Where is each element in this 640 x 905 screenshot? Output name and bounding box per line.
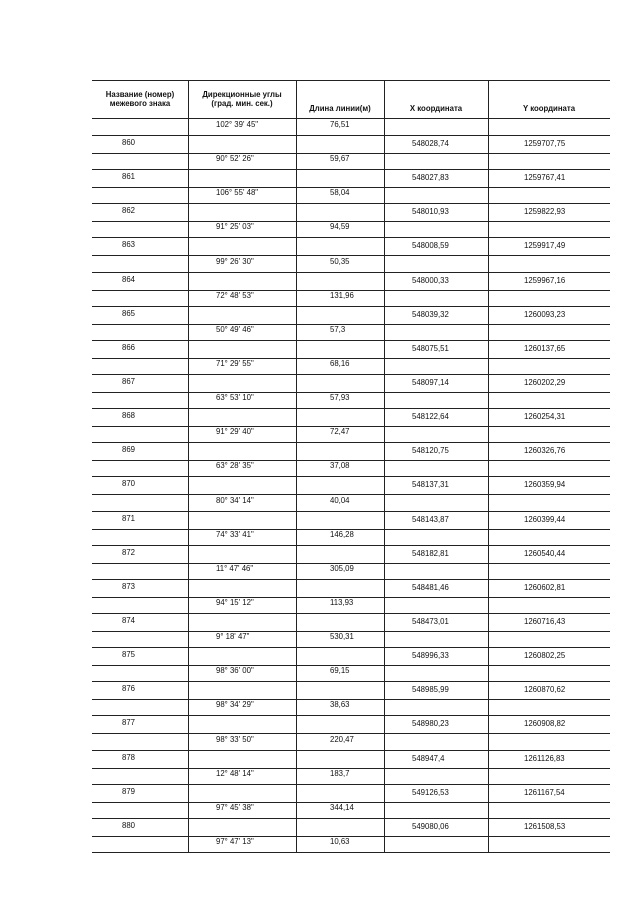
column-divider — [488, 426, 489, 460]
table-row — [92, 187, 610, 221]
row-divider — [384, 442, 610, 443]
header-x: X координата — [409, 104, 463, 114]
x-coordinate: 548481,46 — [412, 582, 449, 592]
y-coordinate: 1259767,41 — [524, 173, 566, 183]
header-y: Y координата — [522, 104, 576, 114]
point-number: 876 — [122, 684, 136, 694]
direction-angle: 90° 52' 26" — [216, 154, 254, 164]
row-divider — [92, 237, 384, 238]
row-divider — [384, 203, 610, 204]
column-divider — [488, 529, 489, 563]
y-coordinate: 1260602,81 — [524, 582, 566, 592]
column-divider — [296, 529, 297, 563]
column-divider — [384, 495, 385, 529]
line-length: 183,7 — [330, 768, 350, 778]
x-coordinate: 548985,99 — [412, 685, 449, 695]
column-divider — [488, 597, 489, 631]
point-number: 875 — [122, 650, 136, 660]
row-divider — [92, 306, 384, 307]
direction-angle: 97° 45' 38" — [216, 802, 254, 812]
x-coordinate: 548122,64 — [412, 412, 449, 422]
column-divider — [384, 631, 385, 665]
column-divider — [188, 495, 189, 529]
column-divider — [384, 358, 385, 392]
line-length: 113,93 — [330, 597, 354, 607]
direction-angle: 98° 33' 50" — [216, 734, 254, 744]
direction-angle: 97° 47' 13" — [216, 836, 254, 846]
x-coordinate: 548120,75 — [412, 446, 449, 456]
column-divider — [384, 324, 385, 358]
column-divider — [296, 802, 297, 836]
row-divider — [384, 818, 610, 819]
row-divider — [384, 545, 610, 546]
point-number: 866 — [122, 342, 136, 352]
line-length: 68,16 — [330, 358, 350, 368]
row-divider — [92, 681, 384, 682]
column-divider — [384, 221, 385, 255]
row-divider — [92, 818, 384, 819]
column-divider — [296, 358, 297, 392]
column-divider — [296, 324, 297, 358]
column-divider — [488, 119, 489, 153]
direction-angle: 98° 34' 29" — [216, 700, 254, 710]
direction-angle: 9° 18' 47" — [216, 632, 250, 642]
column-divider — [296, 153, 297, 187]
line-length: 57,3 — [330, 324, 346, 334]
direction-angle: 91° 25' 03" — [216, 222, 254, 232]
row-divider — [92, 647, 384, 648]
table-row — [92, 734, 610, 768]
direction-angle: 71° 29' 55" — [216, 358, 254, 368]
column-divider — [488, 734, 489, 768]
direction-angle: 63° 53' 10" — [216, 393, 254, 403]
row-divider — [384, 476, 610, 477]
column-divider — [384, 153, 385, 187]
row-divider — [384, 272, 610, 273]
column-divider — [296, 392, 297, 426]
table-row — [92, 290, 610, 324]
x-coordinate: 548097,14 — [412, 377, 449, 387]
line-length: 220,47 — [330, 734, 354, 744]
column-divider — [488, 392, 489, 426]
column-divider — [296, 460, 297, 494]
point-number: 865 — [122, 308, 136, 318]
row-divider — [384, 613, 610, 614]
point-number: 863 — [122, 240, 136, 250]
row-divider — [384, 579, 610, 580]
column-divider — [384, 802, 385, 836]
row-divider — [92, 374, 384, 375]
column-divider — [296, 256, 297, 290]
row-divider — [384, 135, 610, 136]
table-row — [92, 768, 610, 802]
y-coordinate: 1260540,44 — [524, 548, 566, 558]
x-coordinate: 548008,59 — [412, 241, 449, 251]
y-coordinate: 1260399,44 — [524, 514, 566, 524]
line-length: 40,04 — [330, 495, 350, 505]
line-length: 131,96 — [330, 290, 354, 300]
y-coordinate: 1261126,83 — [524, 753, 565, 763]
row-divider — [384, 681, 610, 682]
column-divider — [384, 734, 385, 768]
column-divider — [188, 802, 189, 836]
direction-angle: 50° 49' 46" — [216, 324, 254, 334]
column-divider — [296, 665, 297, 699]
table-header — [92, 80, 610, 119]
column-divider — [188, 392, 189, 426]
point-number: 869 — [122, 445, 136, 455]
line-length: 146,28 — [330, 529, 354, 539]
y-coordinate: 1261508,53 — [524, 821, 566, 831]
table-row — [92, 699, 610, 733]
y-coordinate: 1260870,62 — [524, 685, 566, 695]
column-divider — [296, 631, 297, 665]
row-divider — [92, 272, 384, 273]
table-row — [92, 665, 610, 699]
point-number: 878 — [122, 752, 136, 762]
x-coordinate: 548947,4 — [412, 753, 445, 763]
row-divider — [92, 613, 384, 614]
line-length: 57,93 — [330, 393, 350, 403]
header-name: Название (номер) межевого знака — [105, 89, 175, 108]
column-divider — [188, 426, 189, 460]
point-number: 861 — [122, 172, 136, 182]
direction-angle: 102° 39' 45" — [216, 120, 259, 129]
column-divider — [384, 665, 385, 699]
row-divider — [92, 169, 384, 170]
x-coordinate: 548075,51 — [412, 343, 449, 353]
direction-angle: 11° 47' 46" — [216, 563, 254, 573]
y-coordinate: 1260359,94 — [524, 480, 566, 490]
column-divider — [296, 597, 297, 631]
x-coordinate: 548039,32 — [412, 309, 449, 319]
row-divider — [92, 442, 384, 443]
column-divider — [488, 836, 489, 852]
row-divider — [384, 169, 610, 170]
column-divider — [488, 290, 489, 324]
table-row — [92, 221, 610, 255]
column-divider — [188, 768, 189, 802]
point-number: 880 — [122, 820, 136, 830]
row-divider — [384, 237, 610, 238]
column-divider — [296, 495, 297, 529]
table-row — [92, 597, 610, 631]
column-divider — [384, 426, 385, 460]
table-row — [92, 529, 610, 563]
column-divider — [296, 187, 297, 221]
column-divider — [296, 734, 297, 768]
column-divider — [188, 290, 189, 324]
column-divider — [488, 665, 489, 699]
table-body — [92, 119, 610, 852]
column-divider — [384, 119, 385, 153]
line-length: 305,09 — [330, 563, 354, 573]
line-length: 37,08 — [330, 461, 350, 471]
column-divider — [296, 768, 297, 802]
line-length: 59,67 — [330, 154, 350, 164]
y-coordinate: 1260802,25 — [524, 651, 566, 661]
column-divider — [488, 768, 489, 802]
row-divider — [92, 476, 384, 477]
x-coordinate: 548027,83 — [412, 173, 449, 183]
direction-angle: 98° 36' 00" — [216, 666, 254, 676]
row-divider — [384, 306, 610, 307]
column-divider — [188, 563, 189, 597]
direction-angle: 74° 33' 41" — [216, 529, 254, 539]
point-number: 871 — [122, 513, 136, 523]
column-divider — [488, 256, 489, 290]
row-divider — [384, 408, 610, 409]
column-divider — [488, 699, 489, 733]
table-row — [92, 256, 610, 290]
point-number: 877 — [122, 718, 136, 728]
column-divider — [488, 563, 489, 597]
column-divider — [296, 563, 297, 597]
y-coordinate: 1259967,16 — [524, 275, 566, 285]
x-coordinate: 548000,33 — [412, 275, 449, 285]
column-divider — [488, 460, 489, 494]
column-divider — [188, 631, 189, 665]
row-divider — [384, 511, 610, 512]
y-coordinate: 1260716,43 — [524, 616, 566, 626]
point-number: 870 — [122, 479, 136, 489]
column-divider — [188, 358, 189, 392]
point-number: 872 — [122, 547, 136, 557]
header-angles: Дирекционные углы (град. мин. сек.) — [202, 89, 282, 108]
table-row — [92, 392, 610, 426]
x-coordinate: 548143,87 — [412, 514, 449, 524]
column-divider — [488, 221, 489, 255]
direction-angle: 99° 26' 30" — [216, 256, 254, 266]
table-row — [92, 460, 610, 494]
column-divider — [188, 187, 189, 221]
row-divider — [92, 135, 384, 136]
column-divider — [188, 699, 189, 733]
column-divider — [296, 221, 297, 255]
column-divider — [188, 256, 189, 290]
column-divider — [384, 392, 385, 426]
x-coordinate: 548182,81 — [412, 548, 449, 558]
line-length: 38,63 — [330, 700, 350, 710]
column-divider — [384, 768, 385, 802]
column-divider — [488, 324, 489, 358]
row-divider — [384, 784, 610, 785]
x-coordinate: 548473,01 — [412, 616, 449, 626]
y-coordinate: 1260908,82 — [524, 719, 566, 729]
point-number: 868 — [122, 411, 136, 421]
row-divider — [92, 715, 384, 716]
y-coordinate: 1259707,75 — [524, 139, 566, 148]
column-divider — [188, 734, 189, 768]
line-length: 10,63 — [330, 836, 350, 846]
table-row — [92, 426, 610, 460]
direction-angle: 63° 28' 35" — [216, 461, 254, 471]
column-divider — [384, 699, 385, 733]
row-divider — [92, 579, 384, 580]
table-row — [92, 631, 610, 665]
table-row — [92, 495, 610, 529]
line-length: 72,47 — [330, 427, 350, 437]
column-divider — [188, 324, 189, 358]
column-divider — [296, 426, 297, 460]
table-row — [92, 802, 610, 836]
row-divider — [384, 647, 610, 648]
line-length: 76,51 — [330, 120, 350, 129]
table-row — [92, 836, 610, 852]
y-coordinate: 1260093,23 — [524, 309, 566, 319]
column-divider — [384, 256, 385, 290]
line-length: 344,14 — [330, 802, 354, 812]
column-divider — [296, 836, 297, 852]
column-divider — [188, 597, 189, 631]
column-divider — [384, 597, 385, 631]
column-divider — [488, 187, 489, 221]
row-divider — [92, 408, 384, 409]
table-row — [92, 153, 610, 187]
table-row — [92, 119, 610, 153]
point-number: 867 — [122, 376, 136, 386]
line-length: 530,31 — [330, 632, 354, 642]
x-coordinate: 548980,23 — [412, 719, 449, 729]
column-divider — [296, 119, 297, 153]
column-divider — [488, 358, 489, 392]
direction-angle: 12° 48' 14" — [216, 768, 254, 778]
column-divider — [384, 187, 385, 221]
table-row — [92, 324, 610, 358]
row-divider — [92, 784, 384, 785]
table-row — [92, 358, 610, 392]
column-divider — [488, 495, 489, 529]
row-divider — [384, 340, 610, 341]
line-length: 50,35 — [330, 256, 350, 266]
column-divider — [384, 836, 385, 852]
row-divider — [92, 511, 384, 512]
table-row — [92, 563, 610, 597]
column-divider — [384, 563, 385, 597]
column-divider — [384, 290, 385, 324]
direction-angle: 106° 55' 48" — [216, 188, 259, 198]
direction-angle: 72° 48' 53" — [216, 290, 254, 300]
column-divider — [188, 529, 189, 563]
direction-angle: 94° 15' 12" — [216, 597, 254, 607]
y-coordinate: 1260137,65 — [524, 343, 566, 353]
column-divider — [188, 153, 189, 187]
point-number: 879 — [122, 786, 136, 796]
row-divider — [92, 750, 384, 751]
x-coordinate: 548010,93 — [412, 207, 449, 217]
x-coordinate: 548996,33 — [412, 651, 449, 661]
column-divider — [188, 460, 189, 494]
column-divider — [488, 631, 489, 665]
row-divider — [384, 750, 610, 751]
point-number: 862 — [122, 206, 136, 216]
boundary-coordinates-table — [92, 80, 610, 852]
point-number: 860 — [122, 138, 136, 147]
direction-angle: 80° 34' 14" — [216, 495, 254, 505]
header-length: Длина линии(м) — [309, 104, 371, 114]
y-coordinate: 1260254,31 — [524, 412, 566, 422]
y-coordinate: 1260202,29 — [524, 377, 566, 387]
column-divider — [488, 153, 489, 187]
line-length: 94,59 — [330, 222, 350, 232]
y-coordinate: 1260326,76 — [524, 446, 566, 456]
x-coordinate: 549126,53 — [412, 787, 449, 797]
column-divider — [296, 699, 297, 733]
x-coordinate: 549080,06 — [412, 821, 449, 831]
column-divider — [188, 836, 189, 852]
table-bottom-border — [92, 852, 610, 853]
y-coordinate: 1259917,49 — [524, 241, 566, 251]
column-divider — [384, 529, 385, 563]
x-coordinate: 548137,31 — [412, 480, 449, 490]
point-number: 874 — [122, 615, 136, 625]
row-divider — [92, 340, 384, 341]
row-divider — [384, 715, 610, 716]
y-coordinate: 1261167,54 — [524, 787, 565, 797]
column-divider — [488, 802, 489, 836]
line-length: 69,15 — [330, 666, 350, 676]
x-coordinate: 548028,74 — [412, 139, 449, 148]
column-divider — [296, 290, 297, 324]
direction-angle: 91° 29' 40" — [216, 427, 254, 437]
column-divider — [384, 460, 385, 494]
point-number: 873 — [122, 581, 136, 591]
line-length: 58,04 — [330, 188, 350, 198]
y-coordinate: 1259822,93 — [524, 207, 566, 217]
column-divider — [188, 221, 189, 255]
column-divider — [188, 665, 189, 699]
row-divider — [92, 203, 384, 204]
row-divider — [384, 374, 610, 375]
row-divider — [92, 545, 384, 546]
column-divider — [188, 119, 189, 153]
point-number: 864 — [122, 274, 136, 284]
